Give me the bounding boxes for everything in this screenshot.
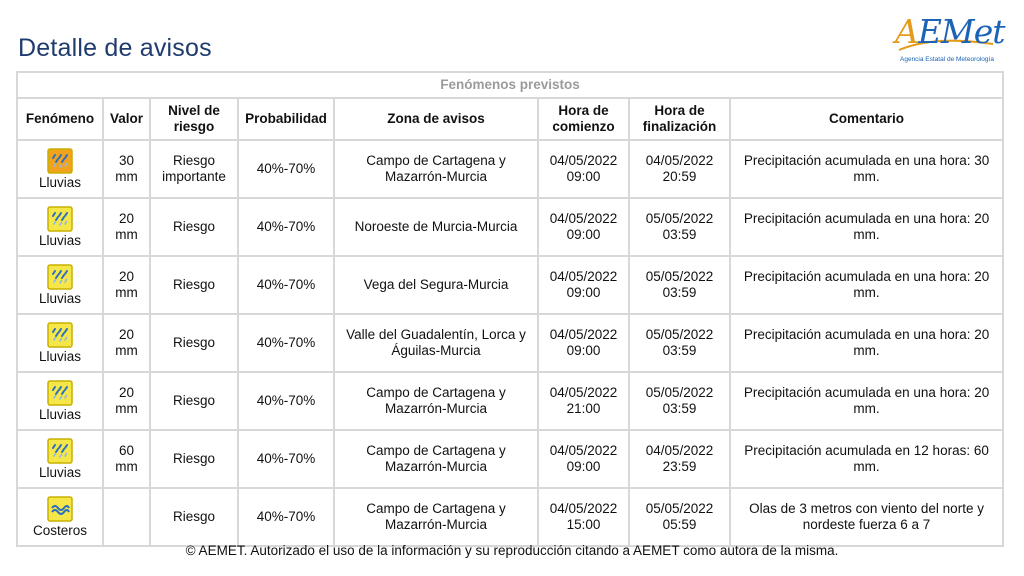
col-header-value: Valor — [103, 98, 150, 140]
end-cell: 05/05/2022 05:59 — [629, 488, 730, 546]
phenomenon-cell — [17, 140, 103, 198]
phenomenon-label: Lluvias — [38, 464, 82, 480]
comment-cell: Precipitación acumulada en una hora: 20 mm. — [730, 256, 1003, 314]
phenomenon-label: Lluvias — [38, 232, 82, 248]
table-row — [17, 314, 1003, 372]
phenomenon-label: Costeros — [32, 522, 88, 538]
table-header-row — [17, 98, 1003, 140]
probability-cell: 40%-70% — [238, 488, 334, 546]
rain-icon[interactable] — [18, 206, 102, 232]
value-cell: 20 mm — [103, 198, 150, 256]
rain-icon[interactable] — [18, 322, 102, 348]
value-cell — [103, 488, 150, 546]
phenomenon-label: Lluvias — [38, 348, 82, 364]
comment-cell: Precipitación acumulada en una hora: 20 mm. — [730, 372, 1003, 430]
table-row — [17, 256, 1003, 314]
rain-icon[interactable] — [18, 438, 102, 464]
phenomenon-label: Lluvias — [38, 290, 82, 306]
risk-cell: Riesgo — [150, 198, 238, 256]
rain-icon[interactable] — [18, 264, 102, 290]
risk-cell: Riesgo — [150, 256, 238, 314]
start-cell: 04/05/2022 09:00 — [538, 430, 629, 488]
comment-cell: Precipitación acumulada en una hora: 30 mm. — [730, 140, 1003, 198]
rain-icon[interactable] — [18, 380, 102, 406]
end-cell: 05/05/2022 03:59 — [629, 314, 730, 372]
zone-cell: Vega del Segura-Murcia — [334, 256, 538, 314]
phenomenon-label: Lluvias — [38, 174, 82, 190]
coastal-icon[interactable] — [18, 496, 102, 522]
zone-cell: Noroeste de Murcia-Murcia — [334, 198, 538, 256]
risk-cell: Riesgo — [150, 488, 238, 546]
probability-cell: 40%-70% — [238, 430, 334, 488]
table-row — [17, 198, 1003, 256]
risk-cell: Riesgo — [150, 314, 238, 372]
comment-cell: Precipitación acumulada en 12 horas: 60 mm. — [730, 430, 1003, 488]
value-cell: 30 mm — [103, 140, 150, 198]
copyright-footer: © AEMET. Autorizado el uso de la información y su reproducción citando a AEMET como autora de la misma. — [185, 543, 839, 558]
end-cell: 04/05/2022 20:59 — [629, 140, 730, 198]
zone-cell: Campo de Cartagena y Mazarrón-Murcia — [334, 372, 538, 430]
table-row — [17, 372, 1003, 430]
phenomenon-cell — [17, 256, 103, 314]
col-header-phenomenon: Fenómeno — [17, 98, 103, 140]
probability-cell: 40%-70% — [238, 314, 334, 372]
phenomenon-cell — [17, 314, 103, 372]
end-cell: 05/05/2022 03:59 — [629, 256, 730, 314]
start-cell: 04/05/2022 09:00 — [538, 140, 629, 198]
comment-cell: Precipitación acumulada en una hora: 20 mm. — [730, 314, 1003, 372]
zone-cell: Campo de Cartagena y Mazarrón-Murcia — [334, 140, 538, 198]
risk-cell: Riesgo — [150, 372, 238, 430]
logo-wordmark: AEMet — [895, 12, 1005, 51]
comment-cell: Precipitación acumulada en una hora: 20 mm. — [730, 198, 1003, 256]
start-cell: 04/05/2022 09:00 — [538, 198, 629, 256]
comment-cell: Olas de 3 metros con viento del norte y nordeste fuerza 6 a 7 — [730, 488, 1003, 546]
aemet-logo[interactable] — [893, 12, 1005, 68]
logo-subtitle: Agencia Estatal de Meteorología — [900, 56, 994, 63]
value-cell: 20 mm — [103, 372, 150, 430]
col-header-probability: Probabilidad — [238, 98, 334, 140]
warnings-table — [16, 71, 1004, 547]
col-header-zone: Zona de avisos — [334, 98, 538, 140]
end-cell: 04/05/2022 23:59 — [629, 430, 730, 488]
risk-cell: Riesgo — [150, 430, 238, 488]
col-header-end: Hora de finalización — [629, 98, 730, 140]
start-cell: 04/05/2022 15:00 — [538, 488, 629, 546]
risk-cell: Riesgo importante — [150, 140, 238, 198]
end-cell: 05/05/2022 03:59 — [629, 198, 730, 256]
end-cell: 05/05/2022 03:59 — [629, 372, 730, 430]
start-cell: 04/05/2022 21:00 — [538, 372, 629, 430]
zone-cell: Valle del Guadalentín, Lorca y Águilas-Murcia — [334, 314, 538, 372]
probability-cell: 40%-70% — [238, 140, 334, 198]
table-caption: Fenómenos previstos — [17, 72, 1003, 98]
col-header-comment: Comentario — [730, 98, 1003, 140]
value-cell: 60 mm — [103, 430, 150, 488]
col-header-start: Hora de comienzo — [538, 98, 629, 140]
phenomenon-cell — [17, 488, 103, 546]
col-header-risk: Nivel de riesgo — [150, 98, 238, 140]
zone-cell: Campo de Cartagena y Mazarrón-Murcia — [334, 430, 538, 488]
phenomenon-cell — [17, 430, 103, 488]
phenomenon-cell — [17, 198, 103, 256]
probability-cell: 40%-70% — [238, 372, 334, 430]
table-row — [17, 430, 1003, 488]
value-cell: 20 mm — [103, 314, 150, 372]
probability-cell: 40%-70% — [238, 198, 334, 256]
probability-cell: 40%-70% — [238, 256, 334, 314]
value-cell: 20 mm — [103, 256, 150, 314]
start-cell: 04/05/2022 09:00 — [538, 256, 629, 314]
page-title: Detalle de avisos — [18, 34, 212, 62]
phenomenon-label: Lluvias — [38, 406, 82, 422]
phenomenon-cell — [17, 372, 103, 430]
rain-icon[interactable] — [18, 148, 102, 174]
table-row — [17, 140, 1003, 198]
start-cell: 04/05/2022 09:00 — [538, 314, 629, 372]
zone-cell: Campo de Cartagena y Mazarrón-Murcia — [334, 488, 538, 546]
table-row — [17, 488, 1003, 546]
